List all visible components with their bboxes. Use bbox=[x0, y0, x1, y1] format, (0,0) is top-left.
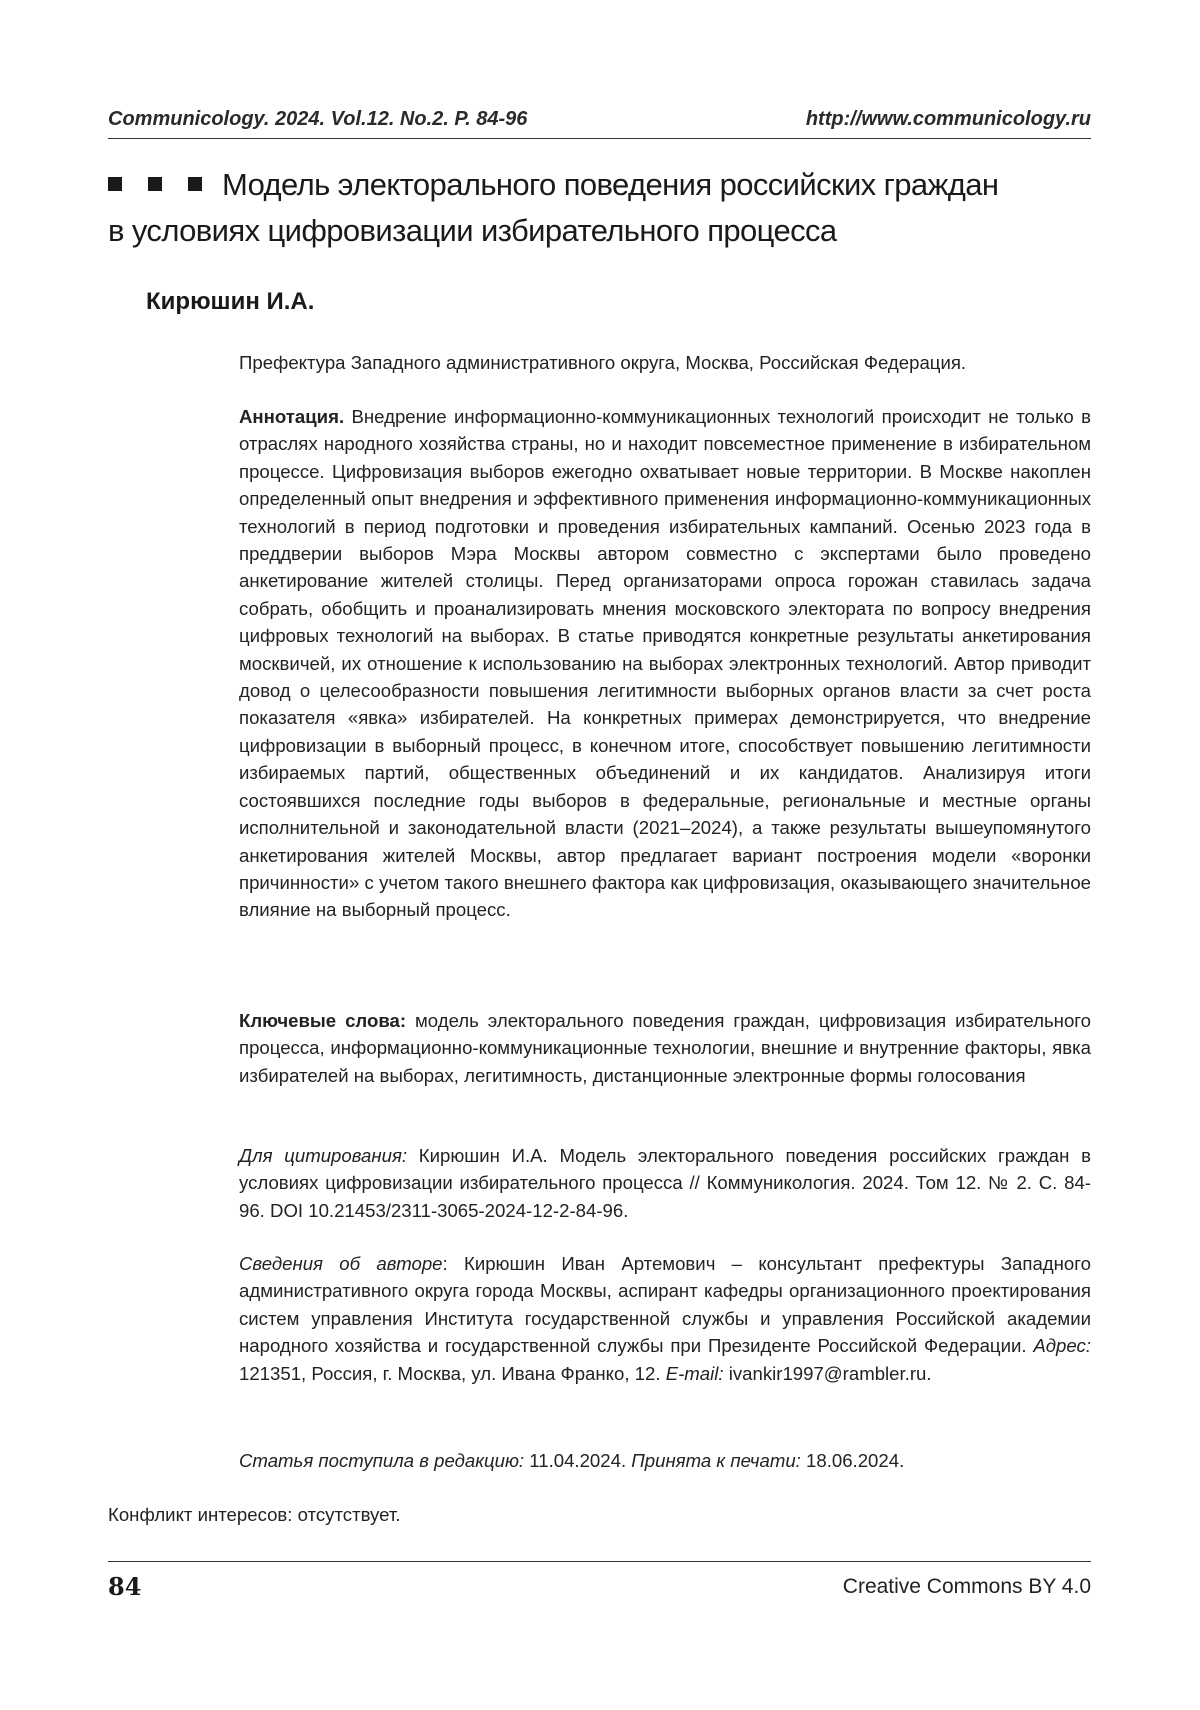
conflict-of-interest: Конфликт интересов: отсутствует. bbox=[108, 1504, 401, 1525]
submission-dates bbox=[239, 1447, 1091, 1474]
address-label: Адрес: bbox=[1033, 1335, 1091, 1357]
author-name: Кирюшин И.А. bbox=[146, 288, 315, 315]
article-title bbox=[108, 162, 1108, 254]
keywords-text: модель электорального поведения граждан, цифровизация избирательного процесса, информационно-коммуникационные технологии, внешние и внутренние факторы, явка избирателей на выборах, легитимность, дистанционные электронные формы голосования bbox=[239, 1010, 1091, 1086]
received-label: Статья поступила в редакцию: bbox=[239, 1450, 525, 1471]
author-info-label: Сведения об авторе bbox=[239, 1253, 443, 1274]
author-info-text: : Кирюшин Иван Артемович – консультант префектуры Западного административного округа города Москвы, аспирант кафедры организационного проектирования систем управления Института государственной службы и управления Российской академии народного хозяйства и государственной службы при Президенте Российской Федерации. bbox=[239, 1253, 1091, 1357]
abstract-label: Аннотация. bbox=[239, 406, 345, 427]
square-bullet-icon bbox=[148, 177, 162, 191]
journal-citation-header: Communicology. 2024. Vol.12. No.2. P. 84-96 bbox=[108, 108, 528, 130]
title-line-2: в условиях цифровизации избирательного процесса bbox=[108, 213, 837, 248]
author-info bbox=[239, 1250, 1091, 1387]
email-link[interactable]: ivankir1997@rambler.ru. bbox=[728, 1362, 932, 1384]
citation-text: Кирюшин И.А. Модель электорального поведения российских граждан в условиях цифровизации избирательного процесса // Коммуникология. 2024. Том 12. № 2. С. 84-96. DOI 10.21453/2311-3065-2024-12-2-84-96. bbox=[239, 1145, 1091, 1221]
journal-url[interactable]: http://www.communicology.ru bbox=[805, 108, 1091, 130]
address-text: 121351, Россия, г. Москва, ул. Ивана Франко, 12. bbox=[239, 1362, 661, 1384]
keywords bbox=[239, 1007, 1091, 1089]
abstract bbox=[239, 403, 1091, 924]
abstract-text: Внедрение информационно-коммуникационных технологий происходит не только в отраслях народного хозяйства страны, но и находит повсеместное применение в избирательном процессе. Цифровизация выборов ежегодно охватывает новые территории. В Москве накоплен определенный опыт внедрения и эффективного применения информационно-коммуникационных технологий в период подготовки и проведения избирательных кампаний. Осенью 2023 года в преддверии выборов Мэра Москвы автором совместно с экспертами было проведено анкетирование жителей столицы. Перед организаторами опроса горожан ставилась задача собрать, обобщить и проанализировать мнения московского электората по вопросу внедрения цифровых технологий на выборах. В статье приводятся конкретные результаты анкетирования москвичей, их отношение к использованию на выборах электронных технологий. Автор приводит довод о целесообразности повышения легитимности выборных органов власти за счет роста показателя «явка» избирателей. На конкретных примерах демонстрируется, что внедрение цифровизации в выборный процесс, в конечном итоге, способствует повышению легитимности избираемых партий, общественных объединений и их кандидатов. Анализируя итоги состоявшихся последние годы выборов в федеральные, региональные и местные органы исполнительной и законодательной власти (2021–2024), а также результаты вышеупомянутого анкетирования жителей Москвы, автор предлагает вариант построения модели «воронки причинности» с учетом такого внешнего фактора как цифровизация, оказывающего значительное влияние на выборный процесс. bbox=[239, 406, 1091, 921]
citation bbox=[239, 1142, 1091, 1224]
accepted-date: 18.06.2024. bbox=[806, 1450, 905, 1471]
received-date: 11.04.2024. bbox=[529, 1450, 627, 1471]
affiliation: Префектура Западного административного округа, Москва, Российская Федерация. bbox=[239, 352, 967, 373]
square-bullet-icon bbox=[108, 177, 122, 191]
accepted-label: Принята к печати: bbox=[631, 1450, 801, 1471]
square-bullet-icon bbox=[188, 177, 202, 191]
header-divider bbox=[108, 138, 1091, 139]
keywords-label: Ключевые слова: bbox=[239, 1010, 407, 1031]
citation-label: Для цитирования: bbox=[239, 1145, 408, 1166]
title-line-1: Модель электорального поведения российских граждан bbox=[222, 167, 999, 202]
email-label: E-mail: bbox=[665, 1362, 724, 1384]
footer-divider bbox=[108, 1561, 1091, 1562]
license-text: Creative Commons BY 4.0 bbox=[842, 1575, 1091, 1598]
page-number: 84 bbox=[108, 1572, 142, 1601]
